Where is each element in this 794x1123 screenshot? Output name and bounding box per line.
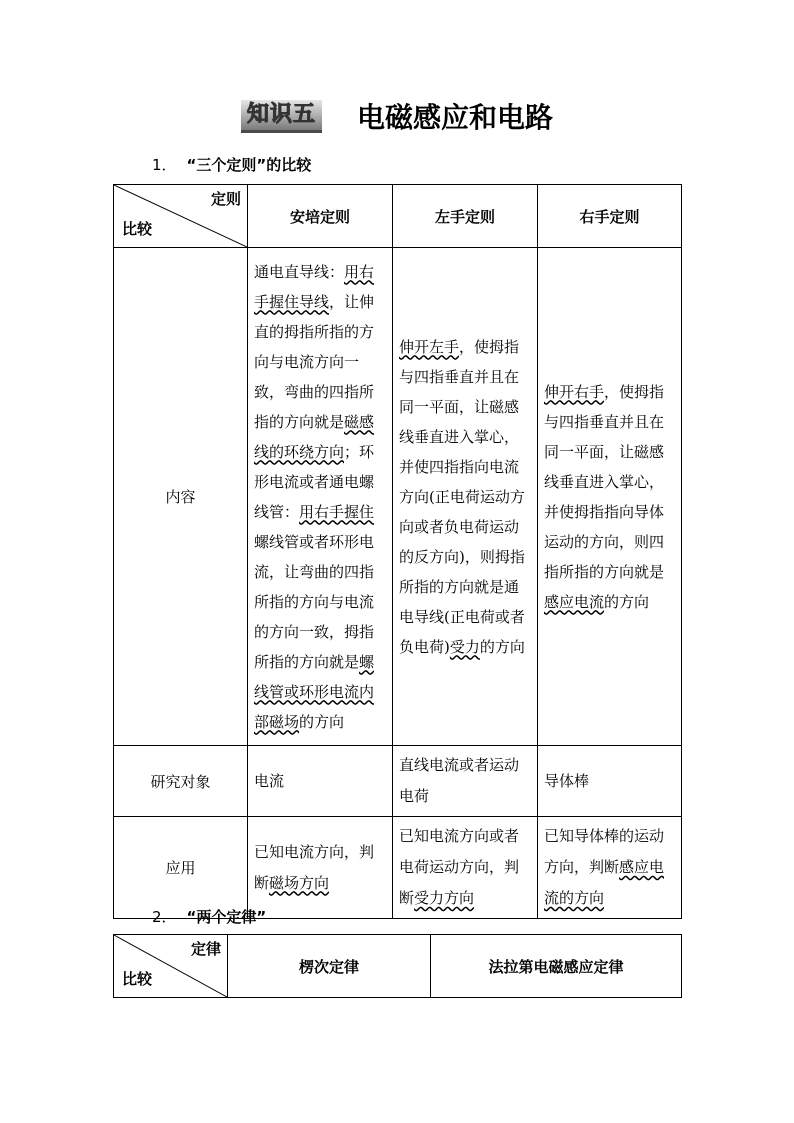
underlined-key-phrase: 螺线管或环形电流内部磁场 [254, 652, 375, 731]
diag-label-laws: 定律 [190, 940, 221, 958]
text-segment: ，使拇指与四指垂直并且在同一平面，让磁感线垂直进入掌心，并使四指指向电流方向(正电荷运动方向或者负电荷运动的反方向)，则拇指所指的方向就是通电导线(正电荷或者负电荷) [399, 337, 525, 656]
text-segment: 已知电流方向或者电荷运动方向，判断 [399, 827, 520, 907]
text-segment: 已知导体棒的运动方向，判断 [544, 827, 665, 876]
three-rules-table [113, 184, 682, 919]
underlined-key-phrase: 伸开右手 [544, 382, 605, 401]
page-title: 电磁感应和电路 [357, 101, 554, 134]
cell-subject-right-hand [538, 746, 682, 817]
text-segment: 的方向 [479, 637, 525, 656]
underlined-key-phrase: 感应电流的方向 [544, 858, 665, 907]
cell-application-left-hand [393, 817, 538, 919]
cell-content-ampere [248, 248, 393, 746]
cell-subject-ampere [248, 746, 393, 817]
table-row-application [114, 817, 682, 919]
row-label-content: 内容 [114, 248, 248, 746]
underlined-key-phrase: 感应电流 [544, 592, 605, 611]
underlined-key-phrase: 受力方向 [414, 889, 475, 907]
col-header-faraday-law: 法拉第电磁感应定律 [431, 935, 682, 998]
text-segment: ，使拇指与四指垂直并且在同一平面，让磁感线垂直进入掌心，并使拇指指向导体运动的方向，则四指所指的方向就是 [544, 382, 665, 581]
laws-diagonal-header-cell [114, 935, 228, 998]
underlined-key-phrase: 用右手握住 [299, 502, 375, 521]
diag-label-compare-2: 比较 [122, 970, 153, 988]
cell-content-left-hand [393, 248, 538, 746]
diag-label-rules: 定则 [210, 190, 241, 208]
diag-label-compare: 比较 [122, 220, 153, 238]
laws-header-row [114, 935, 682, 998]
text-segment: 的方向 [604, 592, 650, 611]
col-header-lenz-law: 楞次定律 [228, 935, 431, 998]
cell-application-ampere [248, 817, 393, 919]
underlined-key-phrase: 伸开左手 [399, 337, 460, 356]
text-segment: 导体棒 [544, 771, 590, 790]
underlined-key-phrase: 受力 [449, 637, 480, 656]
page-title-row [0, 96, 794, 136]
diagonal-header-cell [114, 185, 248, 248]
col-header-ampere: 安培定则 [248, 185, 393, 248]
cell-subject-left-hand [393, 746, 538, 817]
col-header-left-hand: 左手定则 [393, 185, 538, 248]
cell-application-right-hand [538, 817, 682, 919]
section-badge: 知识五 [241, 100, 322, 133]
underlined-key-phrase: 磁感线的环绕方向 [254, 412, 375, 461]
two-laws-table [113, 934, 682, 998]
text-segment: 螺线管或者环形电流，让弯曲的四指所指的方向与电流的方向一致，拇指所指的方向就是 [254, 532, 375, 671]
table-header-row [114, 185, 682, 248]
text-segment: 通电直导线： [254, 262, 345, 281]
section-1-number: 1． [152, 156, 177, 174]
row-label-subject: 研究对象 [114, 746, 248, 817]
text-segment: 的方向 [299, 712, 345, 731]
text-segment: ，让伸直的拇指所指的方向与电流方向一致，弯曲的四指所指的方向就是 [254, 292, 375, 431]
section-1-heading [152, 154, 311, 175]
table-row-subject [114, 746, 682, 817]
text-segment: 已知电流方向，判断 [254, 842, 375, 892]
section-2-heading [152, 906, 266, 927]
text-segment: 电流 [254, 771, 285, 790]
section-2-title: “两个定律” [186, 908, 267, 926]
section-1-title: “三个定则”的比较 [186, 156, 312, 174]
underlined-key-phrase: 用右手握住导线 [254, 262, 375, 311]
col-header-right-hand: 右手定则 [538, 185, 682, 248]
row-label-application: 应用 [114, 817, 248, 919]
text-segment: 直线电流或者运动电荷 [399, 756, 520, 805]
underlined-key-phrase: 磁场方向 [269, 873, 330, 892]
text-segment: ；环形电流或者通电螺线管： [254, 442, 375, 521]
cell-content-right-hand [538, 248, 682, 746]
table-row-content [114, 248, 682, 746]
section-2-number: 2． [152, 908, 177, 926]
